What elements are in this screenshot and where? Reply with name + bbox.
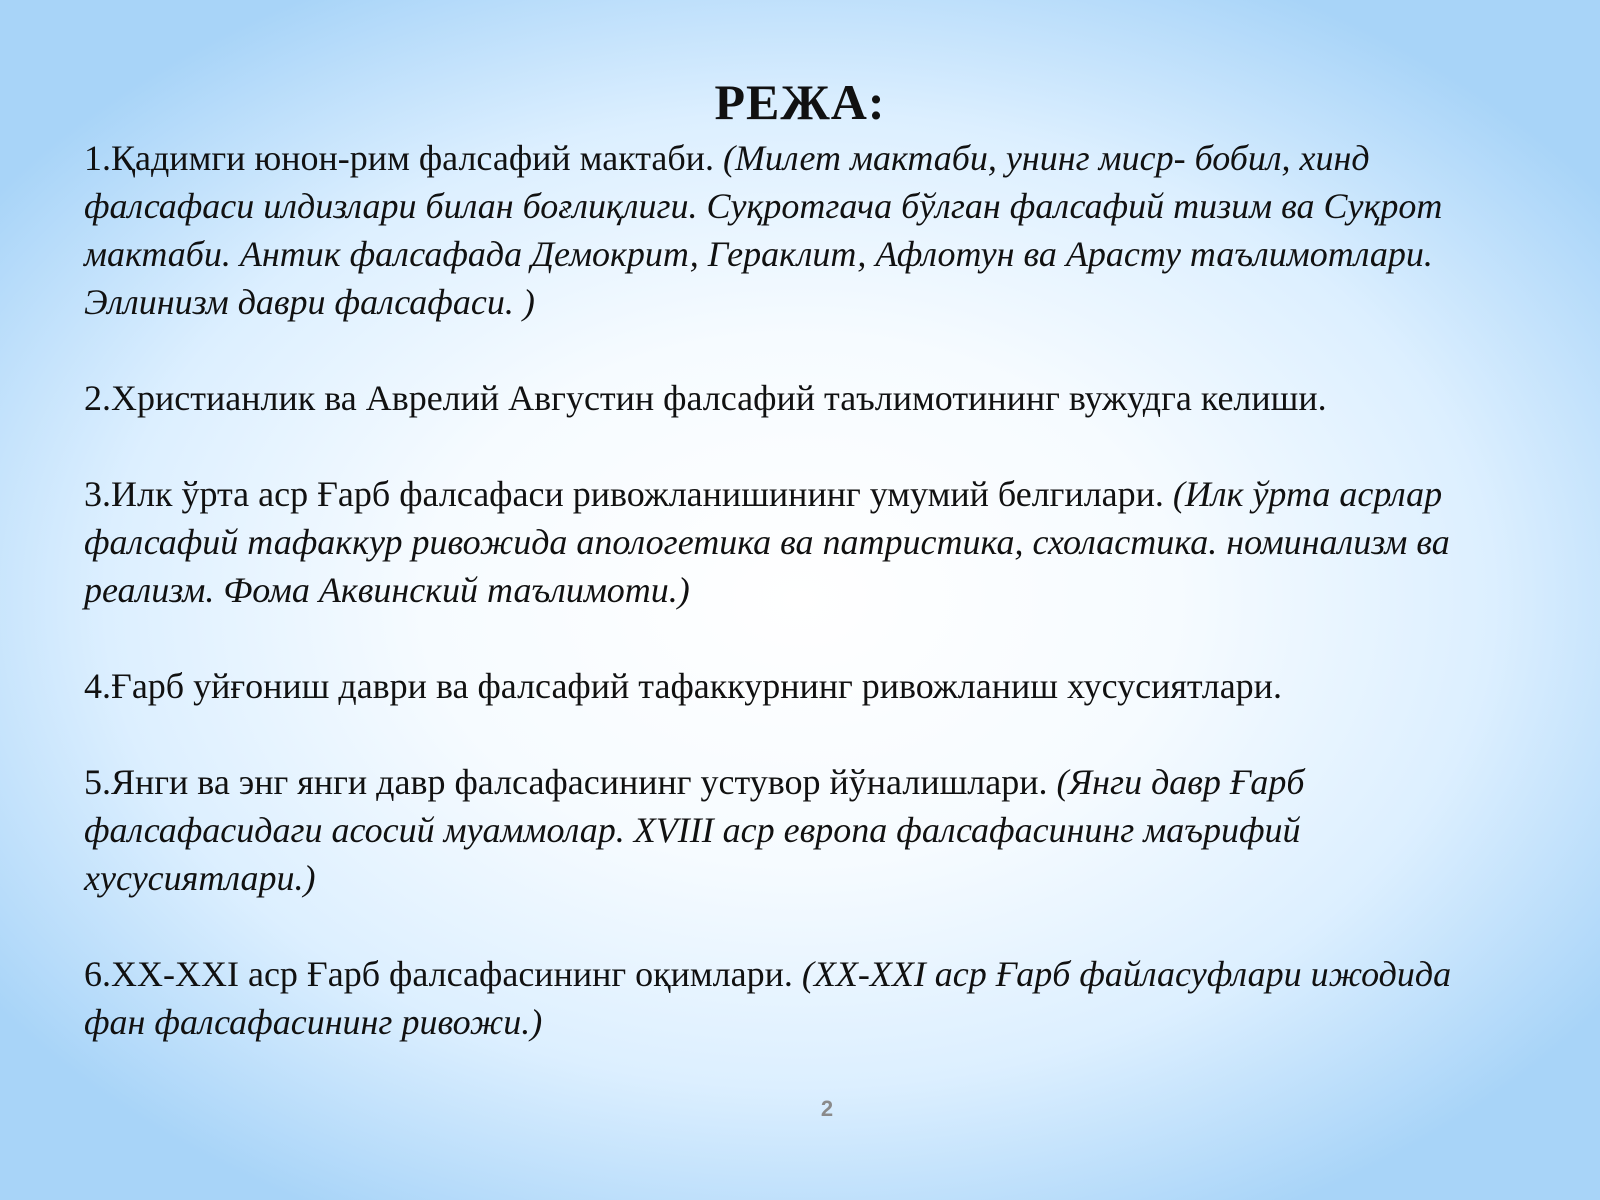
plan-item-text: 2.Христианлик ва Аврелий Августин фалсафий таълимотининг вужудга келиши. bbox=[84, 378, 1327, 418]
plan-item-4 bbox=[84, 662, 1504, 710]
slide-title: РЕЖА: bbox=[714, 74, 886, 130]
plan-list bbox=[84, 134, 1504, 1046]
plan-item-5 bbox=[84, 758, 1504, 902]
plan-item-1 bbox=[84, 134, 1504, 326]
plan-item-text: 4.Ғарб уйғониш даври ва фалсафий тафаккурнинг ривожланиш хусусиятлари. bbox=[84, 666, 1282, 706]
plan-item-note: (Янги давр Ғарб фалсафасидаги асосий муаммолар. XVIII аср европа фалсафасининг маърифий хусусиятлари.) bbox=[84, 762, 1305, 898]
plan-item-2 bbox=[84, 374, 1504, 422]
page-number: 2 bbox=[820, 1096, 834, 1121]
plan-item-text: 6.XX-XXI аср Ғарб фалсафасининг оқимлари. bbox=[84, 954, 802, 994]
plan-item-note: (Илк ўрта асрлар фалсафий тафаккур ривожида апологетика ва патристика, схоластика. номинализм ва реализм. Фома Аквинский таълимоти.) bbox=[84, 474, 1450, 610]
plan-item-note: (Милет мактаби, унинг миср- бобил, хинд фалсафаси илдизлари билан боғлиқлиги. Суқротгача бўлган фалсафий тизим ва Суқрот мактаби. Антик фалсафада Демокрит, Гераклит, Афлотун ва Арасту таълимотлари. Эллинизм даври фалсафаси. ) bbox=[84, 138, 1443, 322]
plan-item-text: 3.Илк ўрта аср Ғарб фалсафаси ривожланишининг умумий белгилари. bbox=[84, 474, 1173, 514]
plan-item-text: 1.Қадимги юнон-рим фалсафий мактаби. bbox=[84, 138, 723, 178]
plan-item-6 bbox=[84, 950, 1504, 1046]
plan-item-text: 5.Янги ва энг янги давр фалсафасининг устувор йўналишлари. bbox=[84, 762, 1057, 802]
plan-item-3 bbox=[84, 470, 1504, 614]
plan-item-note: (XX-XXI аср Ғарб файласуфлари ижодида фан фалсафасининг ривожи.) bbox=[84, 954, 1452, 1042]
